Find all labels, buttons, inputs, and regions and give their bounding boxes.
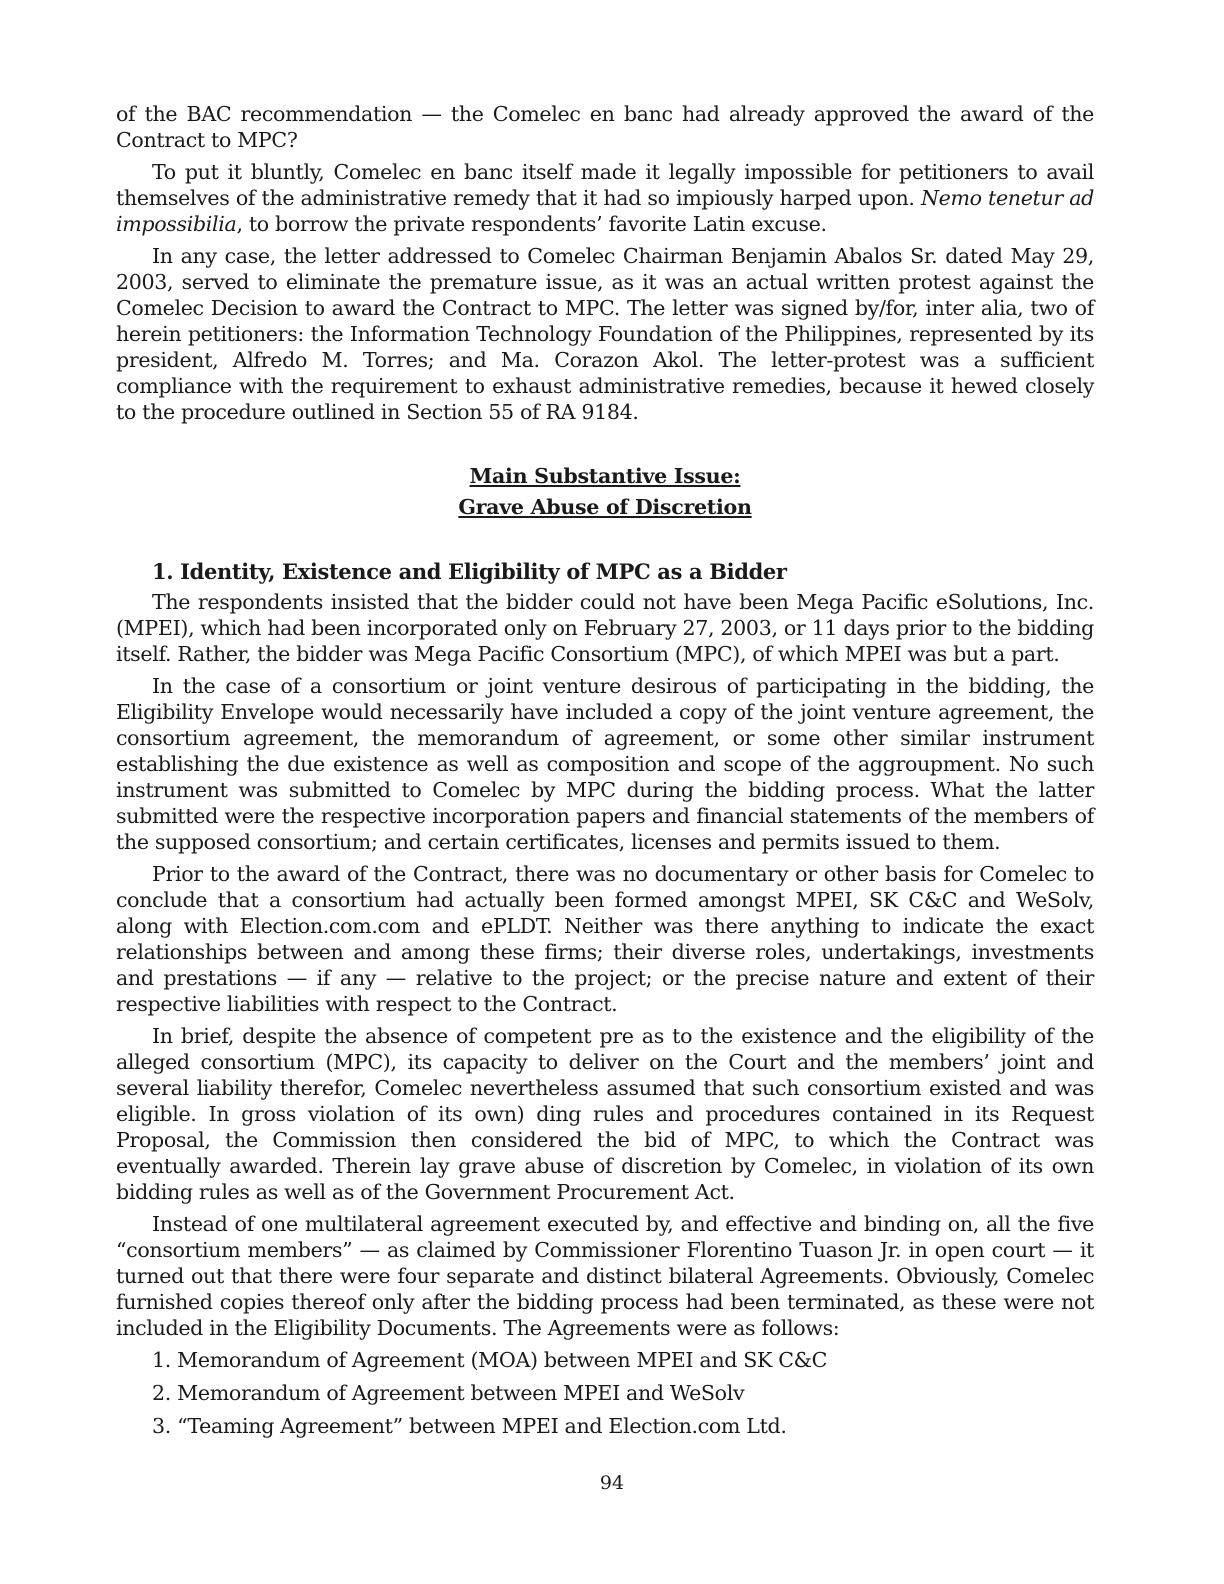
list-item: 1. Memorandum of Agreement (MOA) between MPEI and SK C&C [152, 1348, 828, 1372]
heading-line-1: Main Substantive Issue: [469, 464, 741, 488]
paragraph-continuation [116, 101, 1094, 153]
text-run: of the BAC recommendation — the Comelec en banc had already approved the award of the Contract to MPC? [116, 102, 1094, 152]
paragraph-body: In brief, despite the absence of competent pre as to the existence and the eligibility of the alleged consortium (MPC), its capacity to deliver on the Court and the members’ joint and several liability therefor, Comelec nevertheless assumed that such consortium existed and was eligible. In gross violation of its own) ding rules and procedures contained in its Request Proposal, the Commission then considered the bid of MPC, to which the Contract was eventually awarded. Therein lay grave abuse of discretion by Comelec, in violation of its own bidding rules as well as of the Government Procurement Act. [116, 1024, 1094, 1204]
text-run: To put it bluntly, Comelec en banc itself made it legally impossible for petitioners to avail themselves of the administrative remedy that it had so impiously harped upon. [116, 160, 1094, 210]
paragraph-body: In the case of a consortium or joint venture desirous of participating in the bidding, the Eligibility Envelope would necessarily have included a copy of the joint venture agreement, the consortium agreement, the memorandum of agreement, or some other similar instrument establishing the due existence as well as composition and scope of the aggroupment. No such instrument was submitted to Comelec by MPC during the bidding process. What the latter submitted were the respective incorporation papers and financial statements of the members of the supposed consortium; and certain certificates, licenses and permits issued to them. [116, 674, 1094, 854]
paragraph-body: Prior to the award of the Contract, there was no documentary or other basis for Comelec to conclude that a consortium had actually been formed amongst MPEI, SK C&C and WeSolv, along with Election.com.com and ePLDT. Neither was there anything to indicate the exact relationships between and among these firms; their diverse roles, undertakings, investments and prestations — if any — relative to the project; or the precise nature and extent of their respective liabilities with respect to the Contract. [116, 862, 1094, 1016]
page-number: 94 [599, 1472, 625, 1494]
paragraph-nemo-tenetur [116, 159, 1094, 237]
paragraph-body: Instead of one multilateral agreement executed by, and effective and binding on, all the five “consortium members” — as claimed by Commissioner Florentino Tuason Jr. in open court — it turned out that there were four separate and distinct bilateral Agreements. Obviously, Comelec furnished copies thereof only after the bidding process had been terminated, as these were not included in the Eligibility Documents. The Agreements were as follows: [116, 1212, 1094, 1340]
list-item: 2. Memorandum of Agreement between MPEI and WeSolv [152, 1381, 745, 1405]
section-heading [116, 461, 1094, 523]
text-run: , to borrow the private respondents’ favorite Latin excuse. [236, 212, 827, 236]
paragraph-body: The respondents insisted that the bidder could not have been Mega Pacific eSolutions, Inc. (MPEI), which had been incorporated only on February 27, 2003, or 11 days prior to the bidding itself. Rather, the bidder was Mega Pacific Consortium (MPC), of which MPEI was but a part. [116, 590, 1094, 666]
subsection-heading: 1. Identity, Existence and Eligibility of MPC as a Bidder [152, 559, 787, 584]
text-run: In any case, the letter addressed to Comelec Chairman Benjamin Abalos Sr. dated May 29, 2003, served to eliminate the premature issue, as it was an actual written protest against the Comelec Decision to award the Contract to MPC. The letter was signed by/for, inter alia, two of herein petitioners: the Information Technology Foundation of the Philippines, represented by its president, Alfredo M. Torres; and Ma. Corazon Akol. The letter-protest was a sufficient compliance with the requirement to exhaust administrative remedies, because it hewed closely to the procedure outlined in Section 55 of RA 9184. [116, 244, 1094, 424]
document-page [116, 101, 1094, 1446]
list-item: 3. “Teaming Agreement” between MPEI and Election.com Ltd. [152, 1414, 787, 1438]
italic-text-run: Nemo tenetur ad impossibilia [116, 186, 1094, 236]
paragraph-letter-protest [116, 243, 1094, 425]
heading-line-2: Grave Abuse of Discretion [458, 495, 752, 519]
